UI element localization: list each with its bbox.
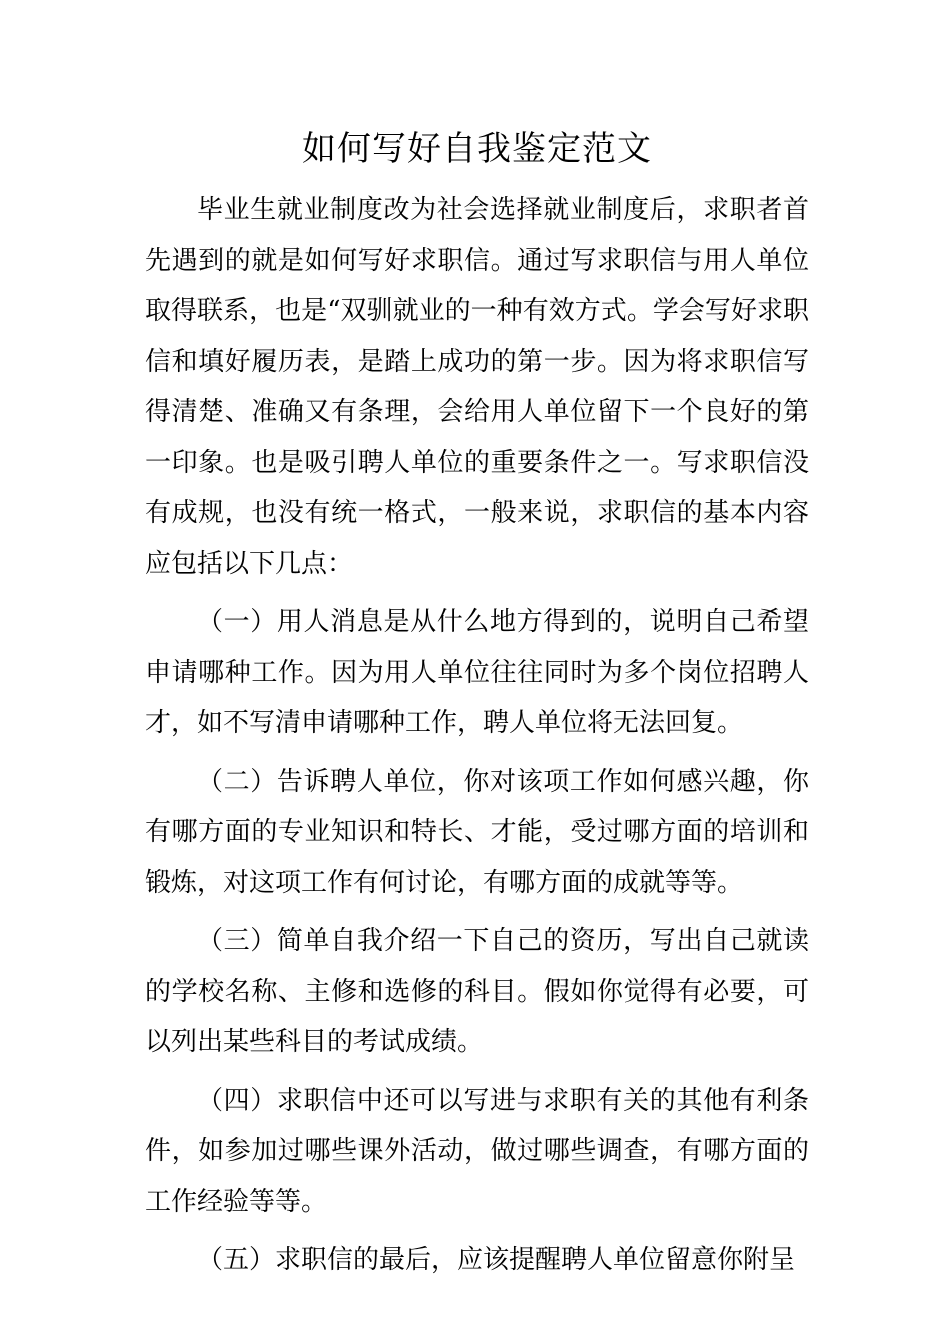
document-body — [145, 127, 809, 1294]
point-four-paragraph: （四）求职信中还可以写进与求职有关的其他有利条件，如参加过哪些课外活动，做过哪些调查，有哪方面的工作经验等等。 — [145, 1085, 809, 1217]
intro-paragraph: 毕业生就业制度改为社会选择就业制度后，求职者首先遇到的就是如何写好求职信。通过写求职信与用人单位取得联系，也是“双驯就业的一种有效方式。学会写好求职信和填好履历表，是踏上成功的第一步。因为将求职信写得清楚、准确又有条理，会给用人单位留下一个良好的第一印象。也是吸引聘人单位的重要条件之一。写求职信没有成规，也没有统一格式，一般来说，求职信的基本内容应包括以下几点： — [145, 195, 809, 579]
document-title: 如何写好自我鉴定范文 — [302, 129, 652, 169]
point-one-paragraph: （一）用人消息是从什么地方得到的，说明自己希望申请哪种工作。因为用人单位往往同时为多个岗位招聘人才，如不写清申请哪种工作，聘人单位将无法回复。 — [145, 607, 809, 738]
point-two-paragraph: （二）告诉聘人单位，你对该项工作如何感兴趣，你有哪方面的专业知识和特长、才能，受过哪方面的培训和锻炼，对这项工作有何讨论，有哪方面的成就等等。 — [145, 766, 809, 898]
point-five-paragraph: （五）求职信的最后，应该提醒聘人单位留意你附呈 — [197, 1245, 796, 1275]
point-three-paragraph: （三）简单自我介绍一下自己的资历，写出自己就读的学校名称、主修和选修的科目。假如你觉得有必要，可以列出某些科目的考试成绩。 — [145, 926, 809, 1057]
